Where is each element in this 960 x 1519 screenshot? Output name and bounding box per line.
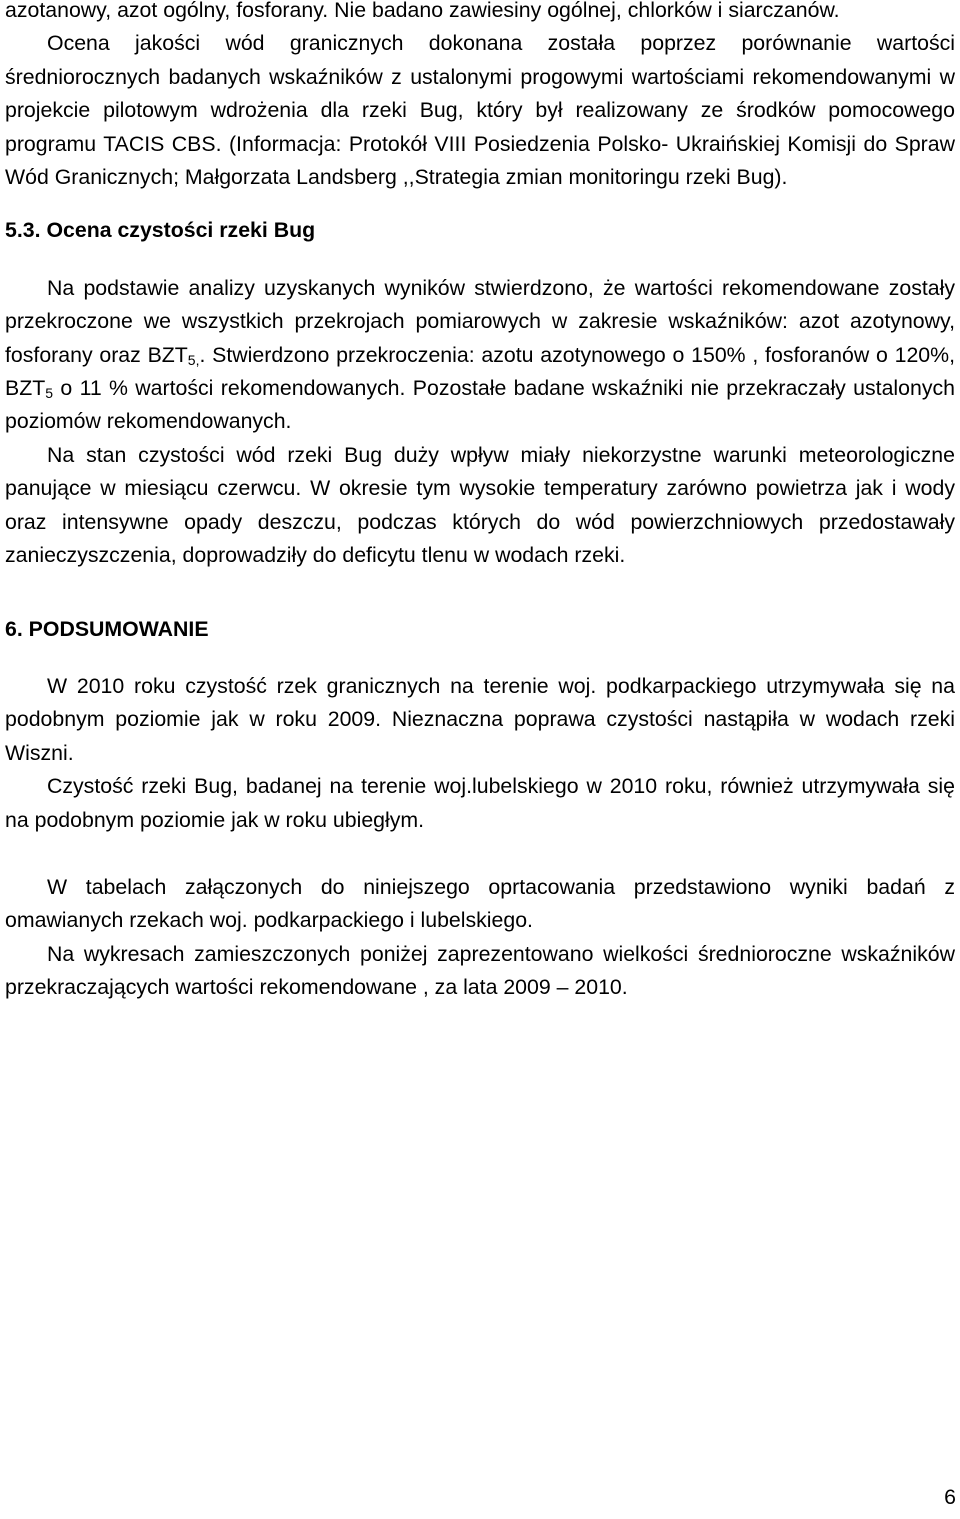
section-6-heading: 6. PODSUMOWANIE [5,616,209,641]
bzt-subscript-1: 5, [187,351,200,368]
summary-paragraph-3: W tabelach załączonych do niniejszego oprtacowania przedstawiono wyniki badań z omawianych rzekach woj. podkarpackiego i lubelskiego. [5,874,955,933]
intro-continuation: azotanowy, azot ogólny, fosforany. Nie badano zawiesiny ogólnej, chlorków i siarczanów. [5,0,840,22]
summary-paragraph-2: Czystość rzeki Bug, badanej na terenie woj.lubelskiego w 2010 roku, również utrzymywała się na podobnym poziomie jak w roku ubiegłym. [5,774,955,832]
weather-impact-paragraph: Na stan czystości wód rzeki Bug duży wpływ miały niekorzystne warunki meteorologiczne panujące w miesiącu czerwcu. W okresie tym wysokie temperatury zarówno powietrza jak i wody oraz intensywne opady deszczu, podczas których do wód powierzchniowych przedostawały zanieczyszczenia, doprowadziły do deficytu tlenu w wodach rzeki. [5,442,955,568]
summary-paragraph-4: Na wykresach zamieszczonych poniżej zaprezentowano wielkości średnioroczne wskaźników przekraczających wartości rekomendowane , za lata 2009 – 2010. [5,941,955,1000]
section-5-3-heading: 5.3. Ocena czystości rzeki Bug [5,218,316,243]
bug-findings-text-c: o 11 % wartości rekomendowanych. Pozostałe badane wskaźniki nie przekraczały ustalonych poziomów rekomendowanych. [5,376,955,434]
bug-findings-text-b: . Stwierdzono przekroczenia: azotu azotynowego o 150% , fosforanów o 120%, BZT [5,342,956,401]
bug-findings-paragraph [5,272,955,439]
page-number: 6 [944,1485,956,1509]
document-page [5,0,955,1005]
summary-paragraph-1: W 2010 roku czystość rzek granicznych na terenie woj. podkarpackiego utrzymywała się na podobnym poziomie jak w roku 2009. Nieznaczna poprawa czystości nastąpiła w wodach rzeki Wiszni. [5,673,955,765]
bug-findings-text-a: Na podstawie analizy uzyskanych wyników stwierdzono, że wartości rekomendowane zostały przekroczone we wszystkich przekrojach pomiarowych w zakresie wskaźników: azot azotynowy, fosforany oraz BZT [5,275,955,367]
bzt-subscript-2: 5 [45,385,54,402]
assessment-paragraph: Ocena jakości wód granicznych dokonana została poprzez porównanie wartości średniorocznych badanych wskaźników z ustalonymi progowymi wartościami rekomendowanymi w projekcie pilotowym wdrożenia dla rzeki Bug, który był realizowany ze środków pomocowego programu TACIS CBS. (Informacja: Protokół VIII Posiedzenia Polsko- Ukraińskiej Komisji do Spraw Wód Granicznych; Małgorzata Landsberg ,,Strategia zmian monitoringu rzeki Bug). [5,31,955,190]
